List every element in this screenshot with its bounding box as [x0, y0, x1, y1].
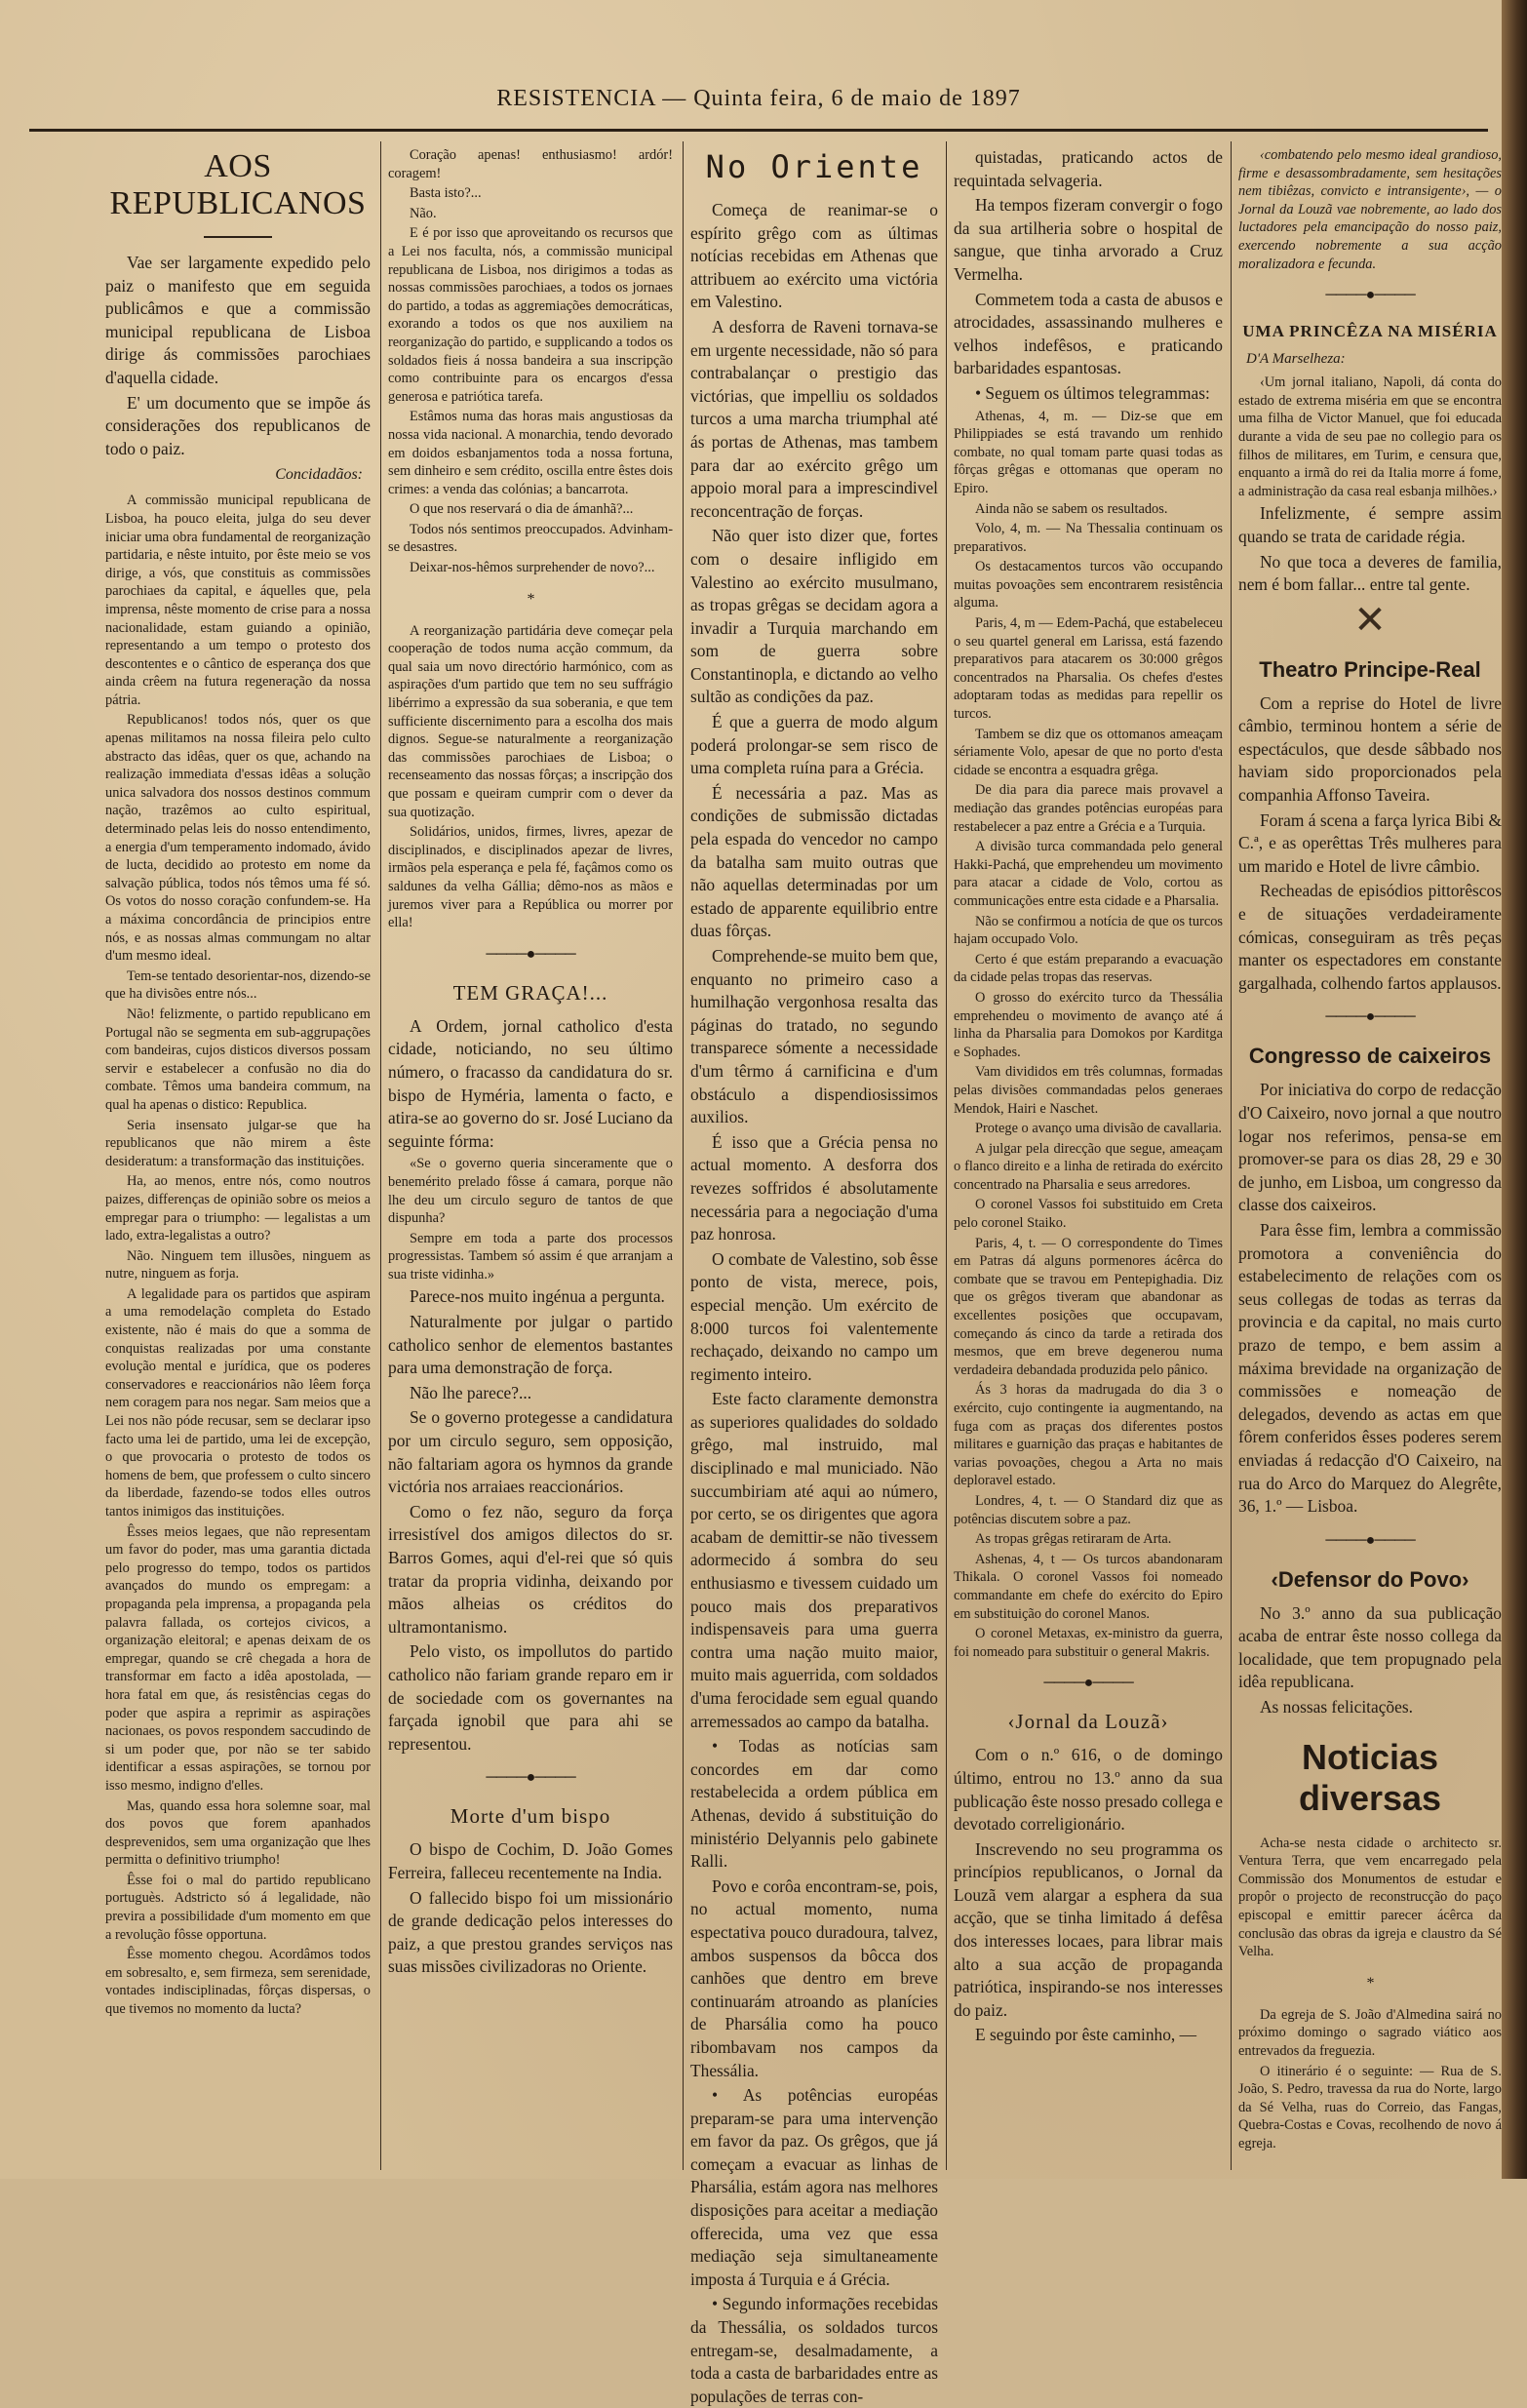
- page-edge: [1502, 0, 1527, 2179]
- paragraph: Coração apenas! enthusiasmo! ardór! coragem!: [388, 147, 673, 181]
- telegram: Londres, 4, t. — O Standard diz que as potências discutem sobre a paz.: [954, 1492, 1223, 1527]
- paragraph: Êsses meios legaes, que não representam um favor do poder, mas uma garantia dictada pelo progresso do tempo, todos os partidos avançados do mundo os empregam: a propaganda pela imprensa, a propaganda pela palavra fallada, os cortejos civicos, a organização eleitoral; e apenas deixam de os empregar, quando se crê chegada a hora de transformar em facto a idêa apostolada, — hora fatal em que, ás resistências cegas do poder que aspira a reprimir as aspirações nacionaes, os povos respondem saccudindo de si um poder que, por não se ter sabido identificar a essas aspirações, se tornou por isso mesmo, indigno d'elles.: [105, 1523, 371, 1794]
- section-title-princeza: UMA PRINCÊZA NA MISÉRIA: [1242, 322, 1498, 341]
- telegram: Os destacamentos turcos vão occupando muitas povoações sem encontrarem resistência alguma.: [954, 559, 1223, 612]
- paragraph: E' um documento que se impõe ás considerações dos republicanos de todo o paiz.: [105, 392, 371, 458]
- paragraph: Este facto claramente demonstra as superiores qualidades do soldado grêgo, mal instruido, mal disciplinado e mal municiado. Não succumbiriam até aqui ao número, por certo, se os dirigentes que agora acabam de demittir-se não tivessem adormecido á sombra do seu enthusiasmo e tivessem cuidado um pouco mais dos preparativos indispensaveis para uma guerra contra uma nação muito maior, muito mais aguerrida, com soldados d'uma ferocidade sem egual quando arremessados ao campo da batalha.: [690, 1389, 938, 1731]
- telegram: O coronel Metaxas, ex-ministro da guerra, foi nomeado para substituir o general Makris.: [954, 1626, 1223, 1660]
- paragraph: Basta isto?...: [410, 185, 482, 202]
- masthead: RESISTENCIA — Quinta feira, 6 de maio de 1897: [496, 86, 1021, 111]
- quote: Sempre em toda a parte dos processos progressistas. Tambem só assim é que arranjam a sua triste vidinha.»: [388, 1230, 673, 1283]
- telegram: Tambem se diz que os ottomanos ameaçam sériamente Volo, apesar de que no porto d'esta cidade se encontra a esquadra grêga.: [954, 726, 1223, 778]
- paragraph: O combate de Valestino, sob êsse ponto de vista, merece, pois, especial menção. Um exército de 8:000 turcos foi valentemente rechaçado, deixando no campo um regimento inteiro.: [690, 1248, 938, 1384]
- paragraph: Deixar-nos-hêmos surprehender de novo?...: [410, 560, 655, 576]
- paragraph: Estâmos numa das horas mais angustiosas da nossa vida nacional. A monarchia, tendo devorado em doidos esbanjamentos toda a nossa fortuna, sem dinheiro e sem crédito, oscilla entre êstes dois crimes: a venda das colónias; a bancarrota.: [388, 409, 673, 497]
- ornament-divider: ────●────: [1325, 287, 1415, 304]
- paragraph: quistadas, praticando actos de requintada selvageria.: [954, 147, 1223, 190]
- paragraph: Comprehende-se muito bem que, enquanto no primeiro caso a humilhação vergonhosa resalta das páginas do tratado, no segundo transparece sómente a necessidade d'um têrmo á carnificina e d'um obstáculo a dispendiosissimos auxilios.: [690, 946, 938, 1127]
- paragraph: Tem-se tentado desorientar-nos, dizendo-se que ha divisões entre nós...: [105, 967, 371, 1003]
- article-title: AOS REPUBLICANOS: [109, 148, 367, 221]
- telegram: O grosso do exército turco da Thessália emprehendeu o movimento de avanço até á linha da Pharsalia para Domokos por Karditga e Sophades.: [954, 989, 1223, 1060]
- separator: *: [527, 590, 534, 608]
- paragraph: Para êsse fim, lembra a commissão promotora a conveniência do estabelecimento de relações com os seus collegas de todas as terras da provincia e da capital, no mais curto prazo de tempo, e bem assim a máxima brevidade na organização de commissões e nomeação de delegados, devendo as actas em que fôrem conferidos êsses poderes serem enviadas á redacção d'O Caixeiro, na rua do Arco do Marquez do Alegrête, 36, 1.º — Lisboa.: [1238, 1219, 1502, 1517]
- handwritten-mark: ✕: [1353, 597, 1387, 642]
- salutation: Concidadãos:: [275, 466, 363, 484]
- ornament-divider: ────●────: [486, 945, 575, 963]
- quote: ‹Um jornal italiano, Napoli, dá conta do estado de extrema miséria em que se encontra uma filha de Victor Manuel, que foi educada durante a vida de seu pae no collegio para os filhos de militares, em Turim, e censura que, enquanto a irmã do rei da Italia morre á fome, a administração da casa real esbanja milhões.›: [1238, 375, 1502, 499]
- separator: *: [1366, 1974, 1374, 1992]
- paragraph: Recheadas de episódios pittorêscos e de situações verdadeiramente cómicas, conseguiram as três peças manter os espectadores em constante gargalhada, colhendo fartos applausos.: [1238, 881, 1502, 993]
- source-line: D'A Marselheza:: [1246, 351, 1346, 368]
- paragraph: Solidários, unidos, firmes, livres, apezar de disciplinados, e disciplinados apezar de livres, irmãos pela esperança e pela fé, façâmos como os saldunes da velha Gállia; dêmo-nos as mãos e juremos viver para a República ou morrer por ella!: [388, 824, 673, 931]
- paragraph: É necessária a paz. Mas as condições de submissão dictadas pela espada do vencedor no campo da batalha sam muito outras que não aquellas determinadas por um estado de apparente equilibrio entre duas fôrças.: [690, 782, 938, 941]
- telegram: Vam divididos em três columnas, formadas pelas divisões commandadas pelos generaes Mendok, Hairi e Naschet.: [954, 1064, 1223, 1117]
- ornament-divider: ────●────: [486, 1769, 575, 1787]
- paragraph: ‹combatendo pelo mesmo ideal grandioso, firme e desassombradamente, sem hesitações nem tibiêzas, convicto e intransigente›, — o Jornal da Louzã vae nobremente, ao lado dos luctadores pela emancipação do nosso paiz, exercendo nobremente a sua acção moralizadora e fecunda.: [1238, 147, 1502, 272]
- paragraph: E é por isso que aproveitando os recursos que a Lei nos faculta, nós, a commissão municipal republicana de Lisboa, nos dirigimos a todas as nossas commissões parochiaes, a todos os jornaes do partido, a todas as aggremiações democráticas, exorando a todos os que nos auxiliem na reorganização do partido, e supplicando a todos os soldados fieis á nossa bandeira a sua inscripção como contribuinte para os encargos d'essa generosa e patriótica tarefa.: [388, 225, 673, 405]
- column-divider: [1231, 141, 1232, 2170]
- masthead-rule: [29, 129, 1488, 132]
- paragraph: Commetem toda a casta de abusos e atrocidades, assassinando mulheres e velhos indefêsos, e praticando barbaridades espantosas.: [954, 289, 1223, 378]
- telegram: Ás 3 horas da madrugada do dia 3 o exército, cujo contingente ia augmentando, na fuga com as praças dos diferentes postos militares e guarnição das praças e habitantes de varias povoações, chegou a Arta no mais deploravel estado.: [954, 1382, 1223, 1489]
- paragraph: Com a reprise do Hotel de livre câmbio, terminou hontem a série de espectáculos, que desde sâbbado nos haviam sido proporcionados pela companhia Affonso Taveira.: [1238, 692, 1502, 806]
- paragraph: Seria insensato julgar-se que ha republicanos que não mirem a êste desideratum: a transformação das instituições.: [105, 1117, 371, 1169]
- section-title-tem-graca: TEM GRAÇA!...: [452, 980, 608, 1005]
- section-title-morte: Morte d'um bispo: [450, 1804, 611, 1829]
- paragraph: Não lhe parece?...: [410, 1382, 532, 1402]
- paragraph: Da egreja de S. João d'Almedina sairá no próximo domingo o sagrado viático aos entrevados da freguezia.: [1238, 2006, 1502, 2059]
- telegram: Não se confirmou a notícia de que os turcos hajam occupado Volo.: [954, 913, 1223, 948]
- section-title-noticias: Noticias diversas: [1298, 1736, 1442, 1818]
- paragraph: Foram á scena a farça lyrica Bibi & C.ª, e as operêttas Três mulheres para um marido e Hotel de livre câmbio.: [1238, 809, 1502, 876]
- paragraph: O que nos reservará o dia de ámanhã?...: [410, 501, 634, 518]
- paragraph: Ha, ao menos, entre nós, como noutros paizes, differenças de opinião sobre os meios a empregar para o triumpho: — legalistas a um lado, extra-legalistas a outro?: [105, 1173, 371, 1244]
- column-divider: [946, 141, 947, 2170]
- paragraph: Se o governo protegesse a candidatura por um circulo seguro, sem opposição, não faltariam agora os hymnos da grande victória nos arraiaes reaccionários.: [388, 1407, 673, 1497]
- paragraph: A commissão municipal republicana de Lisboa, ha pouco eleita, julga do seu dever iniciar uma obra fundamental de reorganização partidaria, e nêste intuito, por êste meio se vos dirige, a vós, que constituis as commissões parochiaes da capital, e áquelles que, pela imprensa, nêste momento de crise para a nossa nacionalidade, estam guiando a opinião, representando a um tempo o protesto dos descontentes e o cântico de esperança dos que ainda crêem na futura regeneração da nossa pátria.: [105, 493, 371, 708]
- telegram: A divisão turca commandada pelo general Hakki-Pachá, que emprehendeu um movimento para atacar a cidade de Volo, cortou as communicações entre esta cidade e a Pharsalia.: [954, 839, 1223, 909]
- paragraph: É que a guerra de modo algum poderá prolongar-se sem risco de uma completa ruína para a Grécia.: [690, 712, 938, 778]
- paragraph: O fallecido bispo foi um missionário de grande dedicação pelos interesses do paiz, a que prestou grandes serviços nas suas missões civilizadoras no Oriente.: [388, 1887, 673, 1977]
- article-title: No Oriente: [705, 148, 923, 185]
- paragraph: • Todas as notícias sam concordes em dar como restabelecida a ordem pública em Athenas, devido á substituição do ministério Delyannis pelo gabinete Ralli.: [690, 1736, 938, 1872]
- paragraph: Vae ser largamente expedido pelo paiz o manifesto que em seguida publicâmos e que a commissão municipal republicana de Lisboa dirige ás commissões parochiaes d'aquella cidade.: [105, 253, 371, 387]
- telegram: De dia para dia parece mais provavel a mediação das grandes potências européas para restabelecer a paz entre a Grécia e a Turquia.: [954, 782, 1223, 835]
- column-no-oriente: [690, 146, 938, 2406]
- paragraph: Parece-nos muito ingénua a pergunta.: [410, 1286, 665, 1307]
- paragraph: O bispo de Cochim, D. João Gomes Ferreira, falleceu recentemente na India.: [388, 1839, 673, 1882]
- column-4: [954, 146, 1223, 2165]
- paragraph: Naturalmente por julgar o partido catholico senhor de elementos bastantes para uma demonstração de força.: [388, 1312, 673, 1378]
- paragraph: A desforra de Raveni tornava-se em urgente necessidade, não só para contrabalançar o prestigio das victórias, que impelliu os soldados turcos a uma marcha triumphal até ás portas de Athenas, mas tambem para dar ao exército grêgo um appoio moral para a imprescindivel reconcentração de forças.: [690, 316, 938, 521]
- column-5: [1238, 146, 1502, 2165]
- paragraph: Povo e corôa encontram-se, pois, no actual momento, numa espectativa pouco duradoura, talvez, ambos suspensos da bôcca dos canhões que dentro em breve continuarám atroando as planícies de Pharsália como ha pouco ribombavam nos campos da Thessália.: [690, 1875, 938, 2080]
- telegram: O coronel Vassos foi substituido em Creta pelo coronel Staiko.: [954, 1197, 1223, 1232]
- telegram: Ashenas, 4, t — Os turcos abandonaram Thikala. O coronel Vassos foi nomeado commandante em chefe do exército do Epiro em substituição do coronel Manos.: [954, 1551, 1223, 1622]
- telegram: Paris, 4, m — Edem-Pachá, que estabeleceu o seu quartel general em Larissa, está fazendo preparativos para atacarem os 30:000 grêgos concentrados na Pharsalia. Os chefes d'estes adoptaram todas as medidas para repellir os turcos.: [954, 615, 1223, 723]
- telegram: Ainda não se sabem os resultados.: [975, 500, 1168, 517]
- paragraph: O itinerário é o seguinte: — Rua de S. João, S. Pedro, travessa da rua do Norte, largo da Sé Velha, ruas do Correio, das Fangas, Quebra-Costas e Covas, recolhendo de novo á egreja.: [1238, 2063, 1502, 2151]
- ornament-divider: ────●────: [1325, 1008, 1415, 1026]
- column-aos-republicanos: [105, 146, 371, 2165]
- section-title-defensor: ‹Defensor do Povo›: [1271, 1566, 1469, 1592]
- ornament-divider: ────●────: [1043, 1675, 1133, 1692]
- paragraph: Começa de reanimar-se o espírito grêgo com as últimas notícias recebidas em Athenas que attribuem ao exército uma victória em Valestino.: [690, 200, 938, 312]
- paragraph: Como o fez não, seguro da força irresistível dos amigos dilectos do sr. Barros Gomes, aqui d'el-rei que só quis tratar da propria vidinha, deixando por mãos alheias os créditos do ultramontanismo.: [388, 1501, 673, 1637]
- paragraph: No 3.º anno da sua publicação acaba de entrar êste nosso collega da localidade, que tem propugnado pela idêa republicana.: [1238, 1602, 1502, 1692]
- title-rule: [204, 236, 272, 238]
- column-divider: [380, 141, 381, 2170]
- paragraph: Todos nós sentimos preoccupados. Advinham-se desastres.: [388, 521, 673, 556]
- telegram: A julgar pela direcção que segue, ameaçam o flanco direito e a linha de retirada do exército concentrado na Pharsalia e seus arredores.: [954, 1140, 1223, 1193]
- paragraph: • Segundo informações recebidas da Thessália, os soldados turcos entregam-se, desalmadamente, a toda a casta de barbaridades entre as populações de terras con-: [690, 2294, 938, 2406]
- telegram: Athenas, 4, m. — Diz-se que em Philippiades se está travando um renhido combate, no qual tomam parte quasi todas as fôrças grêgas e ottomanas que operam no Epiro.: [954, 408, 1223, 496]
- ornament-divider: ────●────: [1325, 1531, 1415, 1549]
- paragraph: • Seguem os últimos telegrammas:: [975, 382, 1210, 403]
- paragraph: Republicanos! todos nós, quer os que apenas militamos na nossa fileira pelo culto abstracto das idêas, quer os que, achando na realização immediata d'essas idêas a solução unica salvadora dos nossos destinos commum nação, trazêmos ao culto espiritual, determinado pelas leis do nosso entendimento, a energia d'um temperamento indomado, ávido de lucta, decidido ao protesto em nome da salvação pública, todos nós têmos uma fé só. Os votos do nosso coração confundem-se. Ha a máxima concordância de principios entre nós, e as nossas almas commungam no altar d'um mesmo ideal.: [105, 712, 371, 965]
- telegram: As tropas grêgas retiraram de Arta.: [975, 1531, 1172, 1548]
- paragraph: Não! felizmente, o partido republicano em Portugal não se segmenta em sub-aggrupações com bandeiras, cujos disticos diversos possam servir e estabelecer a confusão no dia do combate. Têmos uma bandeira commum, na qual ha apenas o distico: Republica.: [105, 1006, 371, 1113]
- paragraph: Acha-se nesta cidade o architecto sr. Ventura Terra, que vem encarregado pela Commissão dos Monumentos de estudar e propôr o projecto de reconstrucção do paço episcopal e emittir parecer ácêrca da conclusão das obras da igreja e claustro da Sé Velha.: [1238, 1835, 1502, 1960]
- paragraph: Êsse momento chegou. Acordâmos todos em sobresalto, e, sem firmeza, sem serenidade, vontades indisciplinadas, fôrças dispersas, o que tivemos no momento da lucta?: [105, 1947, 371, 2018]
- section-title-congresso: Congresso de caixeiros: [1248, 1044, 1492, 1069]
- paragraph: As nossas felicitações.: [1260, 1697, 1413, 1717]
- paragraph: Infelizmente, é sempre assim quando se trata de caridade régia.: [1238, 503, 1502, 546]
- paragraph: A reorganização partidária deve começar pela cooperação de todos numa acção commum, da qual saia um novo directório harmónico, com as aspirações d'um partido que tem no seu suffrágio libérrimo a expressão da sua soberania, e que tem sufficiente discernimento para a escolha dos mais dignos. Segue-se naturalmente a reorganização das commissões parochiaes de Lisboa; o recenseamento das nossas fôrças; a inscripção dos que possam e queiram cumprir com o dever da sua quotização.: [388, 622, 673, 820]
- paragraph: Com o n.º 616, o de domingo último, entrou no 13.º anno da sua publicação êste nosso presado collega e devotado correligionário.: [954, 1745, 1223, 1835]
- paragraph: • As potências européas preparam-se para uma intervenção em favor da paz. Os grêgos, que já começam a evacuar as linhas de Pharsália, estám agora nas melhores disposições para aceitar a mediação offerecida, uma vez que essa mediação seja simultaneamente imposta á Turquia e á Grécia.: [690, 2085, 938, 2289]
- paragraph: Não. Ninguem tem illusões, ninguem as nutre, ninguem as forja.: [105, 1247, 371, 1283]
- paragraph: Pelo visto, os impollutos do partido catholico não fariam grande reparo em ir de sociedade com os governantes na farçada ignobil que para ahi se representou.: [388, 1641, 673, 1754]
- paragraph: E seguindo por êste caminho, —: [975, 2025, 1196, 2045]
- paragraph: No que toca a deveres de familia, nem é bom fallar... entre tal gente.: [1238, 551, 1502, 595]
- paragraph: Por iniciativa do corpo de redacção d'O Caixeiro, novo jornal a que noutro logar nos referimos, pensa-se em promover-se para os dias 28, 29 e 30 de junho, em Lisboa, um congresso da classe dos caixeiros.: [1238, 1080, 1502, 1215]
- telegram: Protege o avanço uma divisão de cavallaria.: [975, 1121, 1222, 1137]
- telegram: Certo é que estám preparando a evacuação da cidade pelas tropas das reservas.: [954, 951, 1223, 986]
- paragraph: A legalidade para os partidos que aspiram a uma remodelação completa do Estado existente, não é mais do que a somma de conquistas realizadas por uma constante evolução mental e jurídica, que os poderes conservadores e reaccionários não lêem força nem coragem para nos negar. Sam meios que a Lei nos não póde recusar, sem se declarar ipso facto uma lei de partido, uma lei de excepção, o que provocaria o protesto de todos os homens de bem, que professem o culto sincero da liberdade, fazendo-se todos elles outros tantos inimigos das instituições.: [105, 1285, 371, 1520]
- paragraph: Êsse foi o mal do partido republicano portuguès. Adstricto só á legalidade, não previra a possibilidade d'um momento em que a revolução fôsse opportuna.: [105, 1872, 371, 1943]
- paragraph: Não quer isto dizer que, fortes com o desaire infligido em Valestino ao exército musulmano, as tropas grêgas se decidam agora a invadir a Turquia marchando em som de guerra sobre Constantinopla, e dictando ao velho sultão as condições da paz.: [690, 526, 938, 707]
- telegram: Paris, 4, t. — O correspondente do Times em Patras dá alguns pormenores ácêrca do combate que se travou em Pentepighadia. Diz que os grêgos tiveram que abandonar as excellentes posições que occupavam, começando ás cinco da tarde a retirada dos mesmos, que em breve degenerou numa verdadeira debandada produzida pelo pânico.: [954, 1235, 1223, 1378]
- paragraph: Ha tempos fizeram convergir o fogo da sua artilheria sobre o hospital de sangue, que tinha arvorado a Cruz Vermelha.: [954, 195, 1223, 284]
- quote: «Se o governo queria sinceramente que o benemérito prelado fôsse á camara, porque não lhe deu um circulo seguro de tantos de que dispunha?: [388, 1156, 673, 1227]
- paragraph: Inscrevendo no seu programma os princípios republicanos, o Jornal da Louzã vem alargar a esphera da sua acção, que se tinha limitado á defêsa dos interesses locaes, para librar mais alto a sua acção de propaganda patriótica, inspirando-se nos interesses do paiz.: [954, 1838, 1223, 2020]
- column-2: [388, 146, 673, 2165]
- paragraph: É isso que a Grécia pensa no actual momento. A desforra dos revezes soffridos é absolutamente necessária para a negociação d'uma paz honrosa.: [690, 1131, 938, 1244]
- paragraph: Não.: [410, 205, 437, 221]
- section-title-jornal-louza: ‹Jornal da Louzã›: [1007, 1710, 1169, 1734]
- column-divider: [683, 141, 684, 2170]
- section-title-theatro: Theatro Principe-Real: [1259, 656, 1481, 682]
- paragraph: A Ordem, jornal catholico d'esta cidade, noticiando, no seu último número, o fracasso da candidatura do sr. bispo de Hyméria, lamenta o facto, e atira-se ao governo do sr. José Luciano da seguinte fórma:: [388, 1015, 673, 1151]
- telegram: Volo, 4, m. — Na Thessalia continuam os preparativos.: [954, 521, 1223, 555]
- paragraph: Mas, quando essa hora solemne soar, mal dos povos que forem apanhados desprevenidos, sem uma organização que lhes permitta o definitivo triumpho!: [105, 1797, 371, 1869]
